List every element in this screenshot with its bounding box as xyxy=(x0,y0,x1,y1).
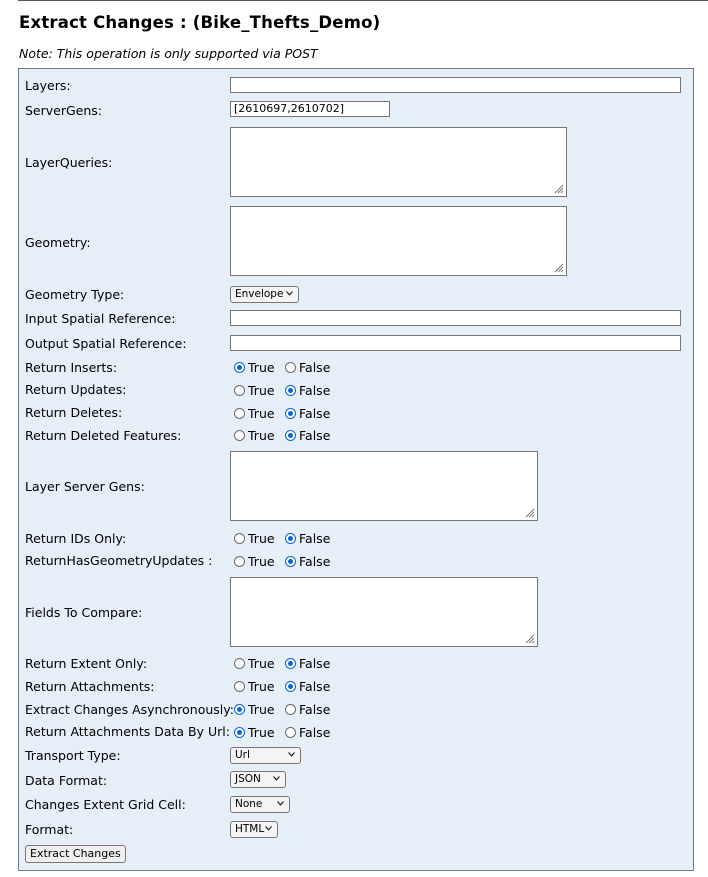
geometry-label: Geometry: xyxy=(25,235,91,250)
input-sr-input[interactable] xyxy=(230,310,681,326)
layer-server-gens-textarea[interactable] xyxy=(230,451,538,521)
return-extent-only-false-label: False xyxy=(299,656,331,671)
geometry-type-label: Geometry Type: xyxy=(25,287,125,302)
server-gens-label: ServerGens: xyxy=(25,103,103,118)
return-deletes-label: Return Deletes: xyxy=(25,405,123,420)
return-has-geometry-updates-true-radio[interactable] xyxy=(234,556,245,567)
data-format-label: Data Format: xyxy=(25,773,108,788)
return-inserts-label: Return Inserts: xyxy=(25,360,118,375)
return-has-geometry-updates-false-radio[interactable] xyxy=(285,556,296,567)
format-value: HTML xyxy=(235,823,265,835)
chevron-down-icon xyxy=(265,826,272,831)
grid-cell-select[interactable] xyxy=(230,796,290,813)
grid-cell-label: Changes Extent Grid Cell: xyxy=(25,797,186,812)
return-ids-only-label: Return IDs Only: xyxy=(25,531,127,546)
layer-queries-label: LayerQueries: xyxy=(25,155,113,170)
return-inserts-true-radio[interactable] xyxy=(234,362,245,373)
return-inserts-false-label: False xyxy=(299,360,331,375)
transport-type-select[interactable] xyxy=(230,747,301,764)
layer-queries-textarea[interactable] xyxy=(230,127,567,197)
return-deleted-features-false-label: False xyxy=(299,428,331,443)
return-deletes-true-label: True xyxy=(248,406,275,421)
return-extent-only-true-label: True xyxy=(248,656,275,671)
layers-label: Layers: xyxy=(25,78,71,93)
return-deletes-false-radio[interactable] xyxy=(285,408,296,419)
extract-async-label: Extract Changes Asynchronously: xyxy=(25,702,234,717)
return-ids-only-false-label: False xyxy=(299,531,331,546)
return-extent-only-false-radio[interactable] xyxy=(285,658,296,669)
resize-grip-icon[interactable] xyxy=(523,506,535,518)
server-gens-input[interactable]: [2610697,2610702] xyxy=(230,101,390,117)
extract-async-true-radio[interactable] xyxy=(234,704,245,715)
top-divider xyxy=(18,0,708,1)
return-updates-label: Return Updates: xyxy=(25,382,127,397)
attachments-by-url-false-radio[interactable] xyxy=(285,727,296,738)
geometry-textarea[interactable] xyxy=(230,206,567,276)
resize-grip-icon[interactable] xyxy=(523,632,535,644)
transport-type-label: Transport Type: xyxy=(25,748,121,763)
return-deleted-features-true-label: True xyxy=(248,428,275,443)
return-extent-only-label: Return Extent Only: xyxy=(25,656,148,671)
return-inserts-true-label: True xyxy=(248,360,275,375)
chevron-down-icon xyxy=(286,291,293,296)
resize-grip-icon[interactable] xyxy=(552,182,564,194)
return-updates-false-radio[interactable] xyxy=(285,385,296,396)
return-updates-true-label: True xyxy=(248,383,275,398)
return-deleted-features-false-radio[interactable] xyxy=(285,430,296,441)
fields-to-compare-label: Fields To Compare: xyxy=(25,605,143,620)
return-has-geometry-updates-label: ReturnHasGeometryUpdates : xyxy=(25,553,213,568)
return-ids-only-true-radio[interactable] xyxy=(234,533,245,544)
return-deletes-false-label: False xyxy=(299,406,331,421)
return-deleted-features-true-radio[interactable] xyxy=(234,430,245,441)
return-attachments-true-label: True xyxy=(248,679,275,694)
return-updates-false-label: False xyxy=(299,383,331,398)
data-format-select[interactable] xyxy=(230,771,286,788)
data-format-value: JSON xyxy=(235,773,261,785)
return-ids-only-false-radio[interactable] xyxy=(285,533,296,544)
extract-changes-button[interactable]: Extract Changes xyxy=(25,845,126,863)
chevron-down-icon xyxy=(273,776,280,781)
attachments-by-url-label: Return Attachments Data By Url: xyxy=(25,724,230,739)
chevron-down-icon xyxy=(277,801,284,806)
return-deleted-features-label: Return Deleted Features: xyxy=(25,428,182,443)
layer-server-gens-label: Layer Server Gens: xyxy=(25,479,145,494)
attachments-by-url-true-label: True xyxy=(248,725,275,740)
return-extent-only-true-radio[interactable] xyxy=(234,658,245,669)
extract-async-true-label: True xyxy=(248,702,275,717)
return-ids-only-true-label: True xyxy=(248,531,275,546)
output-sr-input[interactable] xyxy=(230,335,681,351)
input-sr-label: Input Spatial Reference: xyxy=(25,311,176,326)
page-title: Extract Changes : (Bike_Thefts_Demo) xyxy=(19,13,381,32)
chevron-down-icon xyxy=(288,752,295,757)
attachments-by-url-false-label: False xyxy=(299,725,331,740)
extract-async-false-label: False xyxy=(299,702,331,717)
return-inserts-false-radio[interactable] xyxy=(285,362,296,373)
return-updates-true-radio[interactable] xyxy=(234,385,245,396)
extract-async-false-radio[interactable] xyxy=(285,704,296,715)
return-attachments-true-radio[interactable] xyxy=(234,681,245,692)
fields-to-compare-textarea[interactable] xyxy=(230,577,538,647)
return-has-geometry-updates-false-label: False xyxy=(299,554,331,569)
grid-cell-value: None xyxy=(235,798,263,810)
geometry-type-select[interactable] xyxy=(230,286,299,303)
return-deletes-true-radio[interactable] xyxy=(234,408,245,419)
resize-grip-icon[interactable] xyxy=(552,261,564,273)
format-label: Format: xyxy=(25,822,74,837)
output-sr-label: Output Spatial Reference: xyxy=(25,336,187,351)
post-note: Note: This operation is only supported via POST xyxy=(19,46,318,61)
transport-type-value: Url xyxy=(235,749,250,761)
return-attachments-false-label: False xyxy=(299,679,331,694)
layers-input[interactable] xyxy=(230,77,681,93)
attachments-by-url-true-radio[interactable] xyxy=(234,727,245,738)
format-select[interactable] xyxy=(230,821,278,838)
return-has-geometry-updates-true-label: True xyxy=(248,554,275,569)
return-attachments-false-radio[interactable] xyxy=(285,681,296,692)
geometry-type-value: Envelope xyxy=(235,288,284,300)
return-attachments-label: Return Attachments: xyxy=(25,679,155,694)
